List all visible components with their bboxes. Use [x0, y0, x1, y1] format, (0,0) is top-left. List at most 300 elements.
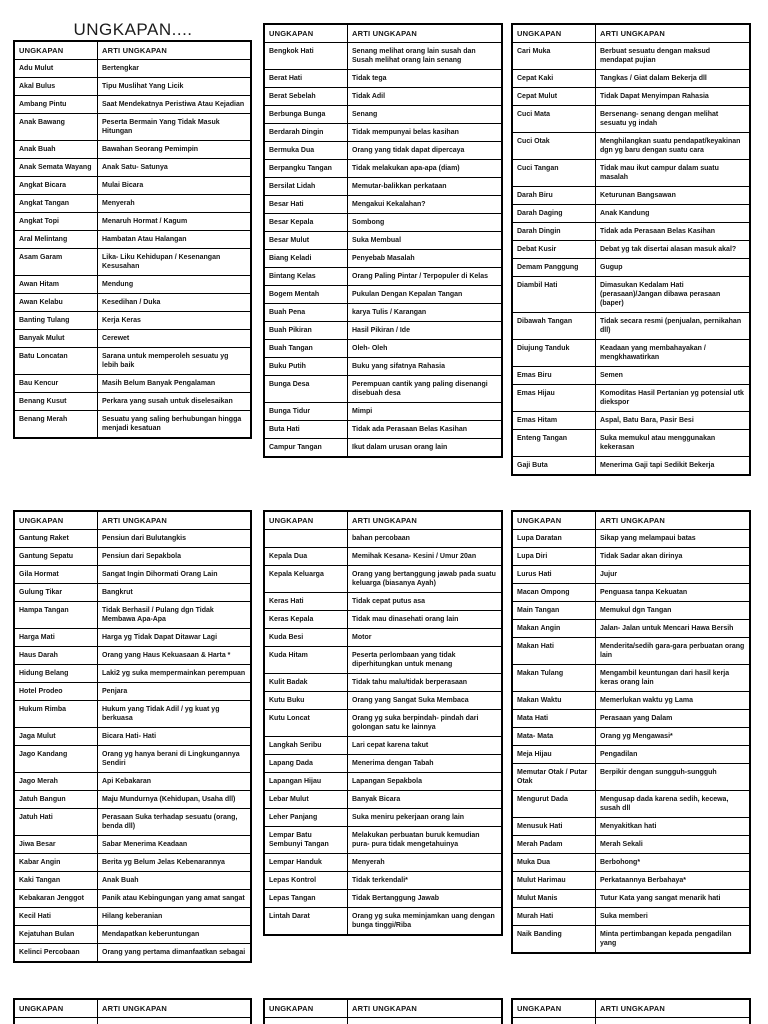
- meaning-cell: Pengadilan: [596, 746, 751, 764]
- meaning-cell: Merah Sekali: [596, 836, 751, 854]
- table-row: [264, 809, 502, 827]
- meaning-cell: Perasaan Suka terhadap sesuatu (orang, benda dll): [98, 809, 252, 836]
- idiom-cell: Mata Hati: [512, 710, 596, 728]
- table-row: [512, 160, 750, 187]
- idiom-cell: Leher Panjang: [264, 809, 348, 827]
- idiom-cell: Kabar Angin: [14, 854, 98, 872]
- table-row: [512, 259, 750, 277]
- idiom-cell: Makan Tulang: [512, 665, 596, 692]
- table-row: [512, 602, 750, 620]
- table-row: [14, 294, 251, 312]
- column-header-arti: ARTI UNGKAPAN: [348, 999, 503, 1018]
- idiom-cell: Asam Garam: [14, 249, 98, 276]
- meaning-cell: Menyerah: [98, 195, 252, 213]
- idiom-cell: Akal Bulus: [14, 78, 98, 96]
- idiom-cell: Besar Hati: [264, 196, 348, 214]
- idiom-cell: Emas Hitam: [512, 412, 596, 430]
- idiom-cell: Benang Merah: [14, 411, 98, 439]
- idiom-cell: Merah Padam: [512, 836, 596, 854]
- table-row: [264, 566, 502, 593]
- meaning-cell: Bawahan Seorang Pemimpin: [98, 141, 252, 159]
- idiom-cell: Jatuh Bangun: [14, 791, 98, 809]
- meaning-cell: Penguasa tanpa Kekuatan: [596, 584, 751, 602]
- table-row: [264, 421, 502, 439]
- table-row: [14, 890, 251, 908]
- meaning-cell: Masih Belum Banyak Pengalaman: [98, 375, 252, 393]
- meaning-cell: Peserta perlombaan yang tidak diperhitungkan untuk menang: [348, 647, 503, 674]
- idiom-cell: Buah Tangan: [264, 340, 348, 358]
- idiom-cell: Kutu Loncat: [264, 710, 348, 737]
- table-row: [14, 375, 251, 393]
- idiom-cell: Cepat Kaki: [512, 70, 596, 88]
- meaning-cell: Tidak tahu malu/tidak berperasaan: [348, 674, 503, 692]
- meaning-cell: Pensiun dari Bulutangkis: [98, 530, 252, 548]
- idiom-cell: Cuci Mata: [512, 106, 596, 133]
- meaning-cell: Berbuat sesuatu dengan maksud mendapat pujian: [596, 43, 751, 70]
- table-row: [264, 773, 502, 791]
- table-row: [264, 674, 502, 692]
- table-row: [14, 530, 251, 548]
- table-row: [264, 890, 502, 908]
- table-row: [14, 231, 251, 249]
- meaning-cell: Orang yang bertanggung jawab pada suatu keluarga (biasanya Ayah): [348, 566, 503, 593]
- idiom-cell: Lapang Dada: [264, 755, 348, 773]
- idiom-table-c: [511, 23, 751, 476]
- meaning-cell: Orang yg suka berpindah- pindah dari golongan satu ke lainnya: [348, 710, 503, 737]
- table-row: [264, 268, 502, 286]
- idiom-cell: Adu Mulut: [14, 60, 98, 78]
- idiom-cell: Main Tangan: [512, 602, 596, 620]
- table-row: [512, 205, 750, 223]
- table-row: [512, 692, 750, 710]
- table-row: [14, 276, 251, 294]
- table-row: [264, 872, 502, 890]
- idiom-cell: Lepas Tangan: [264, 890, 348, 908]
- idiom-cell: Kebakaran Jenggot: [14, 890, 98, 908]
- idiom-cell: Hidung Belang: [14, 665, 98, 683]
- idiom-cell: Enteng Tangan: [512, 430, 596, 457]
- meaning-cell: Tidak Sadar akan dirinya: [596, 548, 751, 566]
- idiom-cell: Besar Mulut: [264, 232, 348, 250]
- table-row: [264, 629, 502, 647]
- table-row: [14, 159, 251, 177]
- table-row: [14, 393, 251, 411]
- idiom-table-d: [13, 510, 252, 963]
- meaning-cell: Suka memukul atau menggunakan kekerasan: [596, 430, 751, 457]
- meaning-cell: Orang yg hanya berani di Lingkungannya Sendiri: [98, 746, 252, 773]
- meaning-cell: Pensiun dari Sepakbola: [98, 548, 252, 566]
- meaning-cell: Orang yang tidak dapat dipercaya: [348, 142, 503, 160]
- meaning-cell: karya Tulis / Karangan: [348, 304, 503, 322]
- column-header-ungkapan: UNGKAPAN: [14, 41, 98, 60]
- table-row: [512, 908, 750, 926]
- meaning-cell: Tidak cepat putus asa: [348, 593, 503, 611]
- table-row: [264, 250, 502, 268]
- idiom-cell: Anak Buah: [14, 141, 98, 159]
- table-row: [512, 430, 750, 457]
- table-header-row: [264, 24, 502, 43]
- meaning-cell: Banyak Bicara: [348, 791, 503, 809]
- idiom-cell: Buah Pena: [264, 304, 348, 322]
- table-row: [14, 330, 251, 348]
- column-header-ungkapan: UNGKAPAN: [264, 24, 348, 43]
- table-header-row: [512, 999, 750, 1018]
- idiom-cell: Jiwa Besar: [14, 836, 98, 854]
- table-row: [264, 737, 502, 755]
- table-row: [14, 96, 251, 114]
- idiom-cell: Cari Muka: [512, 43, 596, 70]
- idiom-cell: Campur Tangan: [264, 439, 348, 458]
- meaning-cell: Sabar Menerima Keadaan: [98, 836, 252, 854]
- meaning-cell: Hambatan Atau Halangan: [98, 231, 252, 249]
- column-header-arti: ARTI UNGKAPAN: [98, 41, 252, 60]
- table-row: [512, 277, 750, 313]
- idiom-table-a: [13, 40, 252, 439]
- column-header-arti: ARTI UNGKAPAN: [348, 24, 503, 43]
- table-row: [264, 593, 502, 611]
- table-row-clipped: [512, 1018, 750, 1024]
- meaning-cell: Kesedihan / Duka: [98, 294, 252, 312]
- column-header-arti: ARTI UNGKAPAN: [98, 511, 252, 530]
- idiom-cell: Angkat Bicara: [14, 177, 98, 195]
- meaning-cell: Panik atau Kebingungan yang amat sangat: [98, 890, 252, 908]
- meaning-cell: Tangkas / Giat dalam Bekerja dll: [596, 70, 751, 88]
- idiom-table: [13, 510, 252, 963]
- meaning-cell: Senang melihat orang lain susah dan Susah melihat orang lain senang: [348, 43, 503, 70]
- idiom-cell: Benang Kusut: [14, 393, 98, 411]
- meaning-cell: Orang yg suka meminjamkan uang dengan bunga tinggi/Riba: [348, 908, 503, 936]
- idiom-cell: Batu Loncatan: [14, 348, 98, 375]
- idiom-table: [13, 998, 252, 1024]
- idiom-cell: Darah Daging: [512, 205, 596, 223]
- meaning-cell: Suka meniru pekerjaan orang lain: [348, 809, 503, 827]
- column-header-ungkapan: UNGKAPAN: [264, 511, 348, 530]
- idiom-cell: Buah Pikiran: [264, 322, 348, 340]
- meaning-cell: Sangat Ingin Dihormati Orang Lain: [98, 566, 252, 584]
- table-row-clipped: [14, 1018, 251, 1024]
- table-row: [512, 340, 750, 367]
- idiom-cell: Lupa Daratan: [512, 530, 596, 548]
- idiom-cell: Mulut Harimau: [512, 872, 596, 890]
- meaning-cell: Tidak Dapat Menyimpan Rahasia: [596, 88, 751, 106]
- idiom-cell: Awan Kelabu: [14, 294, 98, 312]
- table-row: [512, 385, 750, 412]
- idiom-cell: Emas Biru: [512, 367, 596, 385]
- meaning-cell: Menghilangkan suatu pendapat/keyakinan dgn yg baru dengan suatu cara: [596, 133, 751, 160]
- meaning-cell: Semen: [596, 367, 751, 385]
- idiom-cell: Bersilat Lidah: [264, 178, 348, 196]
- meaning-cell: Lari cepat karena takut: [348, 737, 503, 755]
- table-row: [512, 223, 750, 241]
- meaning-cell: Mendung: [98, 276, 252, 294]
- table-row: [512, 187, 750, 205]
- idiom-cell: Harga Mati: [14, 629, 98, 647]
- meaning-cell: [98, 1018, 252, 1024]
- idiom-table: [263, 998, 503, 1024]
- table-row: [512, 241, 750, 259]
- meaning-cell: Orang yg Mengawasi*: [596, 728, 751, 746]
- meaning-cell: Kerja Keras: [98, 312, 252, 330]
- meaning-cell: Tutur Kata yang sangat menarik hati: [596, 890, 751, 908]
- meaning-cell: Keadaan yang membahayakan / mengkhawatirkan: [596, 340, 751, 367]
- meaning-cell: Anak Buah: [98, 872, 252, 890]
- meaning-cell: Orang yang pertama dimanfaatkan sebagai: [98, 944, 252, 963]
- table-row: [14, 60, 251, 78]
- idiom-table-e: [263, 510, 503, 936]
- idiom-cell: Bau Kencur: [14, 375, 98, 393]
- idiom-cell: Berpangku Tangan: [264, 160, 348, 178]
- table-header-row: [14, 41, 251, 60]
- idiom-cell: Kelinci Percobaan: [14, 944, 98, 963]
- meaning-cell: Lika- Liku Kehidupan / Kesenangan Kesusahan: [98, 249, 252, 276]
- table-row: [14, 249, 251, 276]
- meaning-cell: Menerima Gaji tapi Sedikit Bekerja: [596, 457, 751, 476]
- meaning-cell: Berita yg Belum Jelas Kebenarannya: [98, 854, 252, 872]
- idiom-cell: Kaki Tangan: [14, 872, 98, 890]
- idiom-cell: Darah Biru: [512, 187, 596, 205]
- idiom-cell: Lempar Batu Sembunyi Tangan: [264, 827, 348, 854]
- meaning-cell: Lapangan Sepakbola: [348, 773, 503, 791]
- meaning-cell: Oleh- Oleh: [348, 340, 503, 358]
- table-row: [14, 177, 251, 195]
- table-row: [264, 530, 502, 548]
- table-row: [14, 584, 251, 602]
- meaning-cell: Memihak Kesana- Kesini / Umur 20an: [348, 548, 503, 566]
- table-row: [264, 106, 502, 124]
- idiom-cell: Meja Hijau: [512, 746, 596, 764]
- idiom-cell: Hukum Rimba: [14, 701, 98, 728]
- table-row: [512, 43, 750, 70]
- table-row: [512, 530, 750, 548]
- table-row: [512, 457, 750, 476]
- meaning-cell: Keturunan Bangsawan: [596, 187, 751, 205]
- meaning-cell: Menaruh Hormat / Kagum: [98, 213, 252, 231]
- meaning-cell: Harga yg Tidak Dapat Ditawar Lagi: [98, 629, 252, 647]
- meaning-cell: Mengusap dada karena sedih, kecewa, susah dll: [596, 791, 751, 818]
- idiom-cell: Diambil Hati: [512, 277, 596, 313]
- table-header-row: [14, 999, 251, 1018]
- idiom-cell: Demam Panggung: [512, 259, 596, 277]
- page-title: UNGKAPAN....: [73, 20, 193, 39]
- column-header-arti: ARTI UNGKAPAN: [596, 24, 751, 43]
- idiom-cell: Jaga Mulut: [14, 728, 98, 746]
- idiom-cell: Emas Hijau: [512, 385, 596, 412]
- meaning-cell: Tidak Berhasil / Pulang dgn Tidak Membawa Apa-Apa: [98, 602, 252, 629]
- idiom-cell: Debat Kusir: [512, 241, 596, 259]
- table-row: [264, 142, 502, 160]
- column-header-ungkapan: UNGKAPAN: [512, 511, 596, 530]
- idiom-table-g-partial: [13, 998, 252, 1024]
- table-row: [512, 70, 750, 88]
- table-row: [264, 710, 502, 737]
- meaning-cell: Anak Kandung: [596, 205, 751, 223]
- meaning-cell: Hilang keberanian: [98, 908, 252, 926]
- idiom-cell: Haus Darah: [14, 647, 98, 665]
- table-row: [14, 602, 251, 629]
- idiom-cell: Dibawah Tangan: [512, 313, 596, 340]
- meaning-cell: Peserta Bermain Yang Tidak Masuk Hitungan: [98, 114, 252, 141]
- idiom-cell: Ambang Pintu: [14, 96, 98, 114]
- meaning-cell: Anak Satu- Satunya: [98, 159, 252, 177]
- table-header-row: [264, 511, 502, 530]
- meaning-cell: Orang Paling Pintar / Terpopuler di Kelas: [348, 268, 503, 286]
- column-header-ungkapan: UNGKAPAN: [512, 24, 596, 43]
- idiom-cell: Aral Melintang: [14, 231, 98, 249]
- idiom-cell: Bogem Mentah: [264, 286, 348, 304]
- meaning-cell: Tidak Adil: [348, 88, 503, 106]
- idiom-cell: Berdarah Dingin: [264, 124, 348, 142]
- idiom-cell: Buta Hati: [264, 421, 348, 439]
- meaning-cell: Mulai Bicara: [98, 177, 252, 195]
- table-row: [264, 322, 502, 340]
- table-row: [264, 439, 502, 458]
- table-row: [264, 403, 502, 421]
- column-header-arti: ARTI UNGKAPAN: [98, 999, 252, 1018]
- meaning-cell: Tidak ada Perasaan Belas Kasihan: [596, 223, 751, 241]
- table-row: [512, 584, 750, 602]
- idiom-cell: Anak Semata Wayang: [14, 159, 98, 177]
- table-row: [14, 701, 251, 728]
- idiom-cell: Angkat Topi: [14, 213, 98, 231]
- column-header-arti: ARTI UNGKAPAN: [348, 511, 503, 530]
- idiom-cell: Kecil Hati: [14, 908, 98, 926]
- table-row-clipped: [264, 1018, 502, 1024]
- idiom-cell: [512, 1018, 596, 1024]
- table-row: [264, 791, 502, 809]
- meaning-cell: [348, 1018, 503, 1024]
- idiom-cell: Mulut Manis: [512, 890, 596, 908]
- table-row: [14, 872, 251, 890]
- meaning-cell: Mendapatkan keberuntungan: [98, 926, 252, 944]
- column-header-ungkapan: UNGKAPAN: [512, 999, 596, 1018]
- table-row: [264, 214, 502, 232]
- table-row: [264, 908, 502, 936]
- table-row: [512, 133, 750, 160]
- meaning-cell: Bersenang- senang dengan melihat sesuatu yg indah: [596, 106, 751, 133]
- meaning-cell: Bertengkar: [98, 60, 252, 78]
- meaning-cell: Gugup: [596, 259, 751, 277]
- table-row: [512, 665, 750, 692]
- column-header-ungkapan: UNGKAPAN: [14, 999, 98, 1018]
- table-row: [14, 312, 251, 330]
- table-row: [14, 809, 251, 836]
- idiom-cell: Muka Dua: [512, 854, 596, 872]
- table-row: [14, 647, 251, 665]
- idiom-cell: Hampa Tangan: [14, 602, 98, 629]
- idiom-cell: Kejatuhan Bulan: [14, 926, 98, 944]
- table-row: [264, 340, 502, 358]
- meaning-cell: Tidak mempunyai belas kasihan: [348, 124, 503, 142]
- meaning-cell: [596, 1018, 751, 1024]
- table-header-row: [512, 511, 750, 530]
- meaning-cell: Berbohong*: [596, 854, 751, 872]
- idiom-cell: Murah Hati: [512, 908, 596, 926]
- meaning-cell: Pukulan Dengan Kepalan Tangan: [348, 286, 503, 304]
- idiom-cell: Jago Merah: [14, 773, 98, 791]
- idiom-cell: Makan Waktu: [512, 692, 596, 710]
- idiom-table-f: [511, 510, 751, 954]
- table-row: [264, 304, 502, 322]
- table-row: [264, 755, 502, 773]
- idiom-table: [263, 510, 503, 936]
- table-row: [264, 647, 502, 674]
- meaning-cell: Melakukan perbuatan buruk kemudian pura- pura tidak mengetahuinya: [348, 827, 503, 854]
- table-row: [264, 827, 502, 854]
- table-row: [14, 141, 251, 159]
- idiom-cell: Gila Hormat: [14, 566, 98, 584]
- meaning-cell: Jalan- Jalan untuk Mencari Hawa Bersih: [596, 620, 751, 638]
- meaning-cell: Cerewet: [98, 330, 252, 348]
- meaning-cell: Komoditas Hasil Pertanian yg potensial utk diekspor: [596, 385, 751, 412]
- idiom-cell: Kuda Besi: [264, 629, 348, 647]
- idiom-cell: Keras Hati: [264, 593, 348, 611]
- table-row: [512, 764, 750, 791]
- idiom-cell: [264, 530, 348, 548]
- meaning-cell: Saat Mendekatnya Peristiwa Atau Kejadian: [98, 96, 252, 114]
- table-row: [512, 548, 750, 566]
- idiom-cell: Lupa Diri: [512, 548, 596, 566]
- table-row: [512, 412, 750, 430]
- table-row: [264, 124, 502, 142]
- meaning-cell: bahan percobaan: [348, 530, 503, 548]
- table-row: [264, 611, 502, 629]
- idiom-table: [263, 23, 503, 458]
- table-row: [512, 88, 750, 106]
- idiom-cell: Bermuka Dua: [264, 142, 348, 160]
- meaning-cell: Tidak melakukan apa-apa (diam): [348, 160, 503, 178]
- idiom-table-h-partial: [263, 998, 503, 1024]
- meaning-cell: Sombong: [348, 214, 503, 232]
- table-row: [512, 818, 750, 836]
- meaning-cell: Penyebab Masalah: [348, 250, 503, 268]
- table-row: [264, 232, 502, 250]
- idiom-table: [511, 510, 751, 954]
- meaning-cell: Sarana untuk memperoleh sesuatu yg lebih baik: [98, 348, 252, 375]
- meaning-cell: Sikap yang melampaui batas: [596, 530, 751, 548]
- table-row: [512, 791, 750, 818]
- meaning-cell: Tidak mau ikut campur dalam suatu masalah: [596, 160, 751, 187]
- meaning-cell: Tidak tega: [348, 70, 503, 88]
- table-row: [512, 620, 750, 638]
- idiom-cell: Gulung Tikar: [14, 584, 98, 602]
- idiom-cell: Diujung Tanduk: [512, 340, 596, 367]
- table-row: [264, 43, 502, 70]
- meaning-cell: Mengambil keuntungan dari hasil kerja keras orang lain: [596, 665, 751, 692]
- idiom-table: [511, 998, 751, 1024]
- idiom-table: [511, 23, 751, 476]
- idiom-cell: Hotel Prodeo: [14, 683, 98, 701]
- idiom-cell: Jago Kandang: [14, 746, 98, 773]
- table-header-row: [512, 24, 750, 43]
- idiom-cell: Berat Hati: [264, 70, 348, 88]
- table-row: [14, 791, 251, 809]
- meaning-cell: Tidak ada Perasaan Belas Kasihan: [348, 421, 503, 439]
- idiom-cell: Langkah Seribu: [264, 737, 348, 755]
- idiom-cell: Buku Putih: [264, 358, 348, 376]
- table-row: [14, 213, 251, 231]
- meaning-cell: Orang yang Sangat Suka Membaca: [348, 692, 503, 710]
- table-row: [512, 566, 750, 584]
- meaning-cell: Memerlukan waktu yg Lama: [596, 692, 751, 710]
- table-row: [264, 692, 502, 710]
- meaning-cell: Perempuan cantik yang paling disenangi disebuah desa: [348, 376, 503, 403]
- idiom-cell: Lempar Handuk: [264, 854, 348, 872]
- table-row: [14, 773, 251, 791]
- meaning-cell: Menyakitkan hati: [596, 818, 751, 836]
- idiom-cell: Darah Dingin: [512, 223, 596, 241]
- column-header-ungkapan: UNGKAPAN: [14, 511, 98, 530]
- meaning-cell: Menyerah: [348, 854, 503, 872]
